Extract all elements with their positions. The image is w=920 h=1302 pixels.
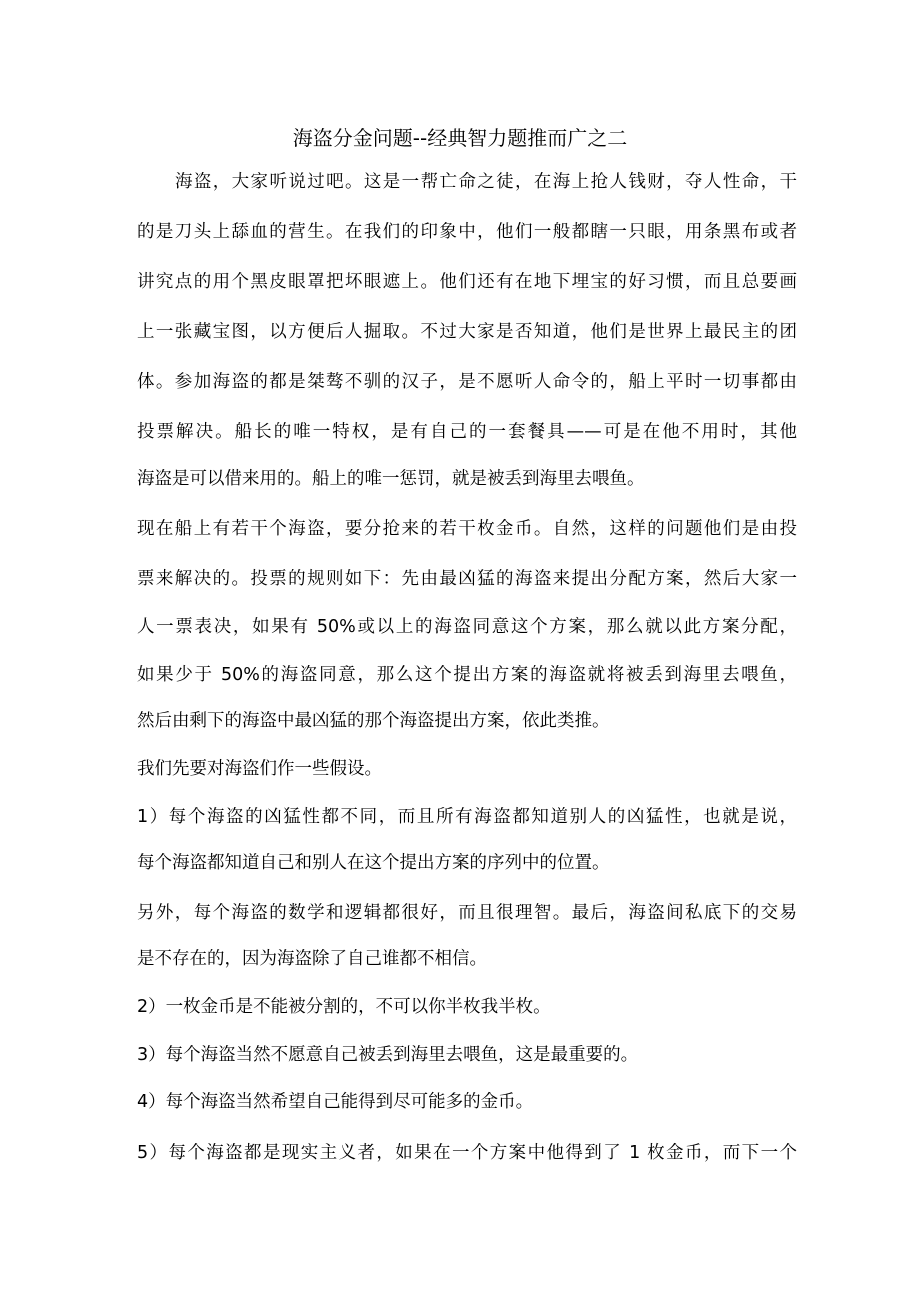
paragraph-line: 1）每个海盗的凶猛性都不同，而且所有海盗都知道别人的凶猛性，也就是说，: [137, 807, 797, 827]
paragraph-line: 是不存在的，因为海盗除了自己谁都不相信。: [137, 949, 487, 969]
paragraph-line: 如果少于 50%的海盗同意，那么这个提出方案的海盗就将被丢到海里去喂鱼，: [137, 665, 797, 685]
paragraph-line: 讲究点的用个黑皮眼罩把坏眼遮上。他们还有在地下埋宝的好习惯，而且总要画: [137, 272, 797, 292]
paragraph-line: 体。参加海盗的都是桀骜不驯的汉子，是不愿听人命令的，船上平时一切事都由: [137, 372, 797, 392]
paragraph-line: 然后由剩下的海盗中最凶猛的那个海盗提出方案，依此类推。: [137, 711, 610, 731]
paragraph-line: 我们先要对海盗们作一些假设。: [137, 759, 382, 779]
paragraph-line: 3）每个海盗当然不愿意自己被丢到海里去喂鱼，这是最重要的。: [137, 1045, 639, 1065]
paragraph-line: 的是刀头上舔血的营生。在我们的印象中，他们一般都瞎一只眼，用条黑布或者: [137, 222, 797, 242]
paragraph-line: 人一票表决，如果有 50%或以上的海盗同意这个方案，那么就以此方案分配，: [137, 617, 797, 637]
paragraph-line: 海盗，大家听说过吧。这是一帮亡命之徒，在海上抢人钱财，夺人性命，干: [175, 172, 797, 192]
paragraph-line: 4）每个海盗当然希望自己能得到尽可能多的金币。: [137, 1092, 534, 1112]
document-title: 海盗分金问题--经典智力题推而广之二: [292, 126, 628, 150]
paragraph-line: 另外，每个海盗的数学和逻辑都很好，而且很理智。最后，海盗间私底下的交易: [137, 903, 797, 923]
paragraph-line: 上一张藏宝图，以方便后人掘取。不过大家是否知道，他们是世界上最民主的团: [137, 322, 797, 342]
paragraph-line: 5）每个海盗都是现实主义者，如果在一个方案中他得到了 1 枚金币，而下一个: [137, 1143, 797, 1163]
paragraph-line: 每个海盗都知道自己和别人在这个提出方案的序列中的位置。: [137, 853, 610, 873]
paragraph-line: 2）一枚金币是不能被分割的，不可以你半枚我半枚。: [137, 997, 551, 1017]
paragraph-line: 投票解决。船长的唯一特权，是有自己的一套餐具——可是在他不用时，其他: [137, 422, 797, 442]
paragraph-line: 海盗是可以借来用的。船上的唯一惩罚，就是被丢到海里去喂鱼。: [137, 469, 645, 489]
paragraph-line: 票来解决的。投票的规则如下：先由最凶猛的海盗来提出分配方案，然后大家一: [137, 569, 797, 589]
paragraph-line: 现在船上有若干个海盗，要分抢来的若干枚金币。自然，这样的问题他们是由投: [137, 519, 797, 539]
